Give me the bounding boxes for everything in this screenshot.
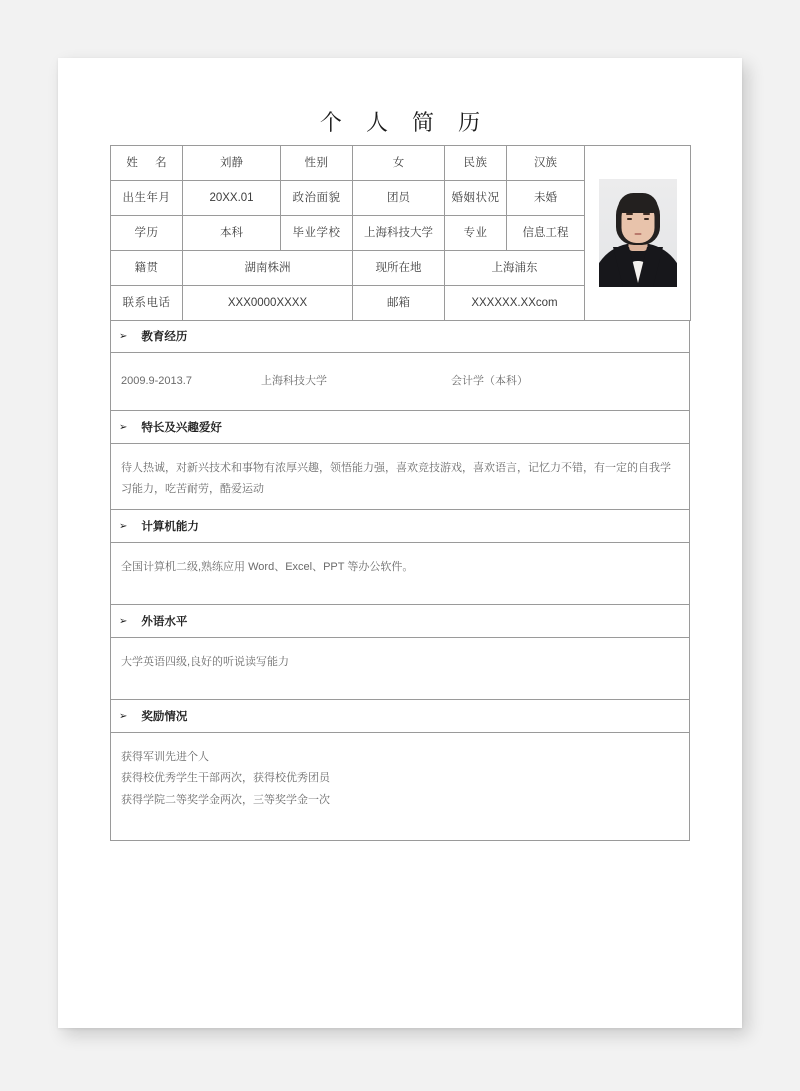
label-email: 邮箱 (353, 286, 445, 321)
section-header-education (110, 320, 690, 353)
value-gender: 女 (353, 146, 445, 181)
award-line-2: 获得校优秀学生干部两次，获得校优秀团员 (121, 772, 330, 785)
portrait-photo (599, 179, 677, 287)
section-header-specialty (110, 411, 690, 444)
label-hometown: 籍贯 (111, 251, 183, 286)
page-title: 个 人 简 历 (319, 110, 490, 135)
section-title-specialty: 特长及兴趣爱好 (141, 422, 222, 434)
education-date: 2009.9-2013.7 (121, 375, 192, 387)
value-name: 刘静 (183, 146, 281, 181)
label-birth: 出生年月 (111, 181, 183, 216)
arrow-bullet-icon: ➢ (119, 710, 128, 722)
resume-page (58, 58, 742, 1028)
label-major: 专业 (445, 216, 507, 251)
value-phone: XXX0000XXXX (183, 286, 353, 321)
value-major: 信息工程 (507, 216, 585, 251)
value-school: 上海科技大学 (353, 216, 445, 251)
section-body-awards (110, 733, 690, 841)
value-email: XXXXXX.XXcom (445, 286, 585, 321)
value-birth: 20XX.01 (183, 181, 281, 216)
label-ethnicity: 民族 (445, 146, 507, 181)
arrow-bullet-icon: ➢ (119, 330, 128, 342)
section-title-language: 外语水平 (141, 616, 188, 628)
section-title-awards: 奖励情况 (141, 711, 188, 723)
label-phone: 联系电话 (111, 286, 183, 321)
value-current-location: 上海浦东 (445, 251, 585, 286)
label-marital-status: 婚姻状况 (445, 181, 507, 216)
award-line-3: 获得学院二等奖学金两次，三等奖学金一次 (121, 793, 330, 806)
resume-sections (110, 320, 690, 841)
education-major: 会计学（本科） (451, 375, 528, 387)
label-political-status: 政治面貌 (281, 181, 353, 216)
label-current-location: 现所在地 (353, 251, 445, 286)
label-education-level: 学历 (111, 216, 183, 251)
value-education-level: 本科 (183, 216, 281, 251)
section-body-language (110, 638, 690, 700)
section-header-computer (110, 510, 690, 543)
section-title-education: 教育经历 (141, 331, 188, 343)
arrow-bullet-icon: ➢ (119, 520, 128, 532)
section-header-language (110, 605, 690, 638)
education-school: 上海科技大学 (261, 375, 327, 387)
personal-info-table (110, 145, 691, 321)
section-body-computer (110, 543, 690, 605)
label-name: 姓 名 (111, 146, 183, 181)
arrow-bullet-icon: ➢ (119, 421, 128, 433)
label-school: 毕业学校 (281, 216, 353, 251)
award-line-1: 获得军训先进个人 (121, 751, 209, 763)
value-hometown: 湖南株洲 (183, 251, 353, 286)
value-political-status: 团员 (353, 181, 445, 216)
avatar (585, 146, 691, 321)
section-title-computer: 计算机能力 (141, 521, 199, 533)
specialty-text: 待人热诚，对新兴技术和事物有浓厚兴趣，领悟能力强，喜欢竞技游戏，喜欢语言，记忆力不错，有一定的自我学习能力，吃苦耐劳，酷爱运动 (121, 462, 671, 496)
section-body-specialty (110, 444, 690, 510)
arrow-bullet-icon: ➢ (119, 615, 128, 627)
section-header-awards (110, 700, 690, 733)
language-text: 大学英语四级,良好的听说读写能力 (121, 656, 290, 668)
label-gender: 性别 (281, 146, 353, 181)
section-body-education (110, 353, 690, 411)
value-marital-status: 未婚 (507, 181, 585, 216)
value-ethnicity: 汉族 (507, 146, 585, 181)
computer-text: 全国计算机二级,熟练应用 Word、Excel、PPT 等办公软件。 (121, 561, 414, 573)
table-row (111, 146, 691, 181)
